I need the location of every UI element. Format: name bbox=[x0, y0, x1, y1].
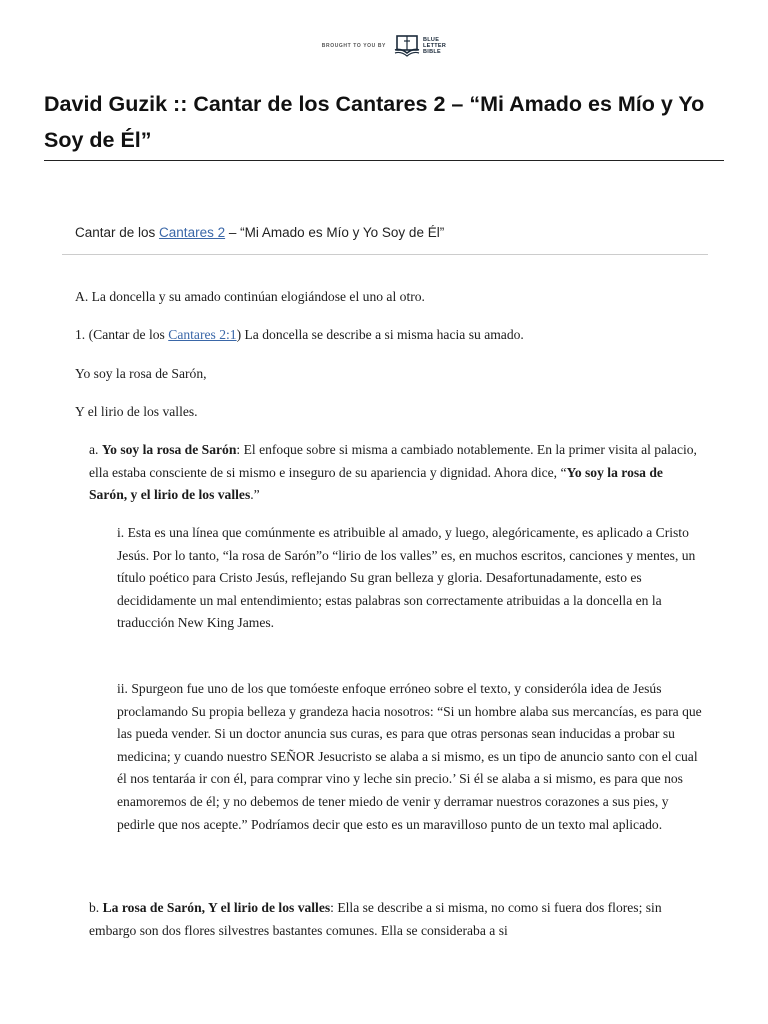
cantares-2-link[interactable]: Cantares 2 bbox=[159, 225, 226, 240]
paragraph-b bbox=[89, 897, 699, 942]
paragraph-a bbox=[89, 439, 699, 507]
paragraph-a-lead: a. bbox=[89, 442, 102, 457]
paragraph-b-bold: La rosa de Sarón, Y el lirio de los valles bbox=[102, 900, 331, 915]
page-title: David Guzik :: Cantar de los Cantares 2 – “Mi Amado es Mío y Yo Soy de Él” bbox=[44, 92, 705, 152]
cantares-2-1-link[interactable]: Cantares 2:1 bbox=[168, 327, 237, 342]
logo-word-3: BIBLE bbox=[422, 49, 441, 55]
open-book-icon bbox=[394, 34, 420, 58]
brand-banner bbox=[0, 34, 768, 58]
section-heading-a: A. La doncella y su amado continúan elogiándose el uno al otro. bbox=[75, 289, 425, 304]
verse-line-2: Y el lirio de los valles. bbox=[75, 404, 198, 419]
logo-word-1: BLUE bbox=[422, 37, 440, 43]
point-1-text: ) La doncella se describe a si misma hacia su amado. bbox=[236, 327, 524, 342]
title-divider bbox=[44, 160, 724, 161]
paragraph-i: i. Esta es una línea que comúnmente es atribuible al amado, y luego, alegóricamente, es aplicado a Cristo Jesús. Por lo tanto, “la rosa de Sarón”o “lirio de los valles” es, en muchos escritos, canciones y mentes, un título poético para Cristo Jesús, reflejando Su gran belleza y gloria. Desafortunadamente, esto es decididamente un mal entendimiento; estas palabras son correctamente atribuidas a la doncella en la traducción New King James. bbox=[117, 525, 696, 631]
subtitle-divider bbox=[62, 254, 708, 255]
subtitle-suffix: – “Mi Amado es Mío y Yo Soy de Él” bbox=[225, 225, 445, 240]
paragraph-ii: ii. Spurgeon fue uno de los que tomóeste enfoque erróneo sobre el texto, y consideróla idea de Jesús proclamando Su propia belleza y grandeza hacia nosotros: “Si un hombre alaba sus mercancías, es para que las pueda vender. Si un doctor anuncia sus curas, es para que otras personas sean inducidas a probar su medicina; y cuando nuestro SEÑOR Jesucristo se alaba a si mismo, es un tipo de anuncio santo con el cual él nos tentaráa ir con él, para comprar vino y leche sin precio.’ Si él se alaba a si mismo, es para que nos enamoremos de él; y no debemos de tener miedo de venir y derramar nuestros corazones a sus pies, y pedirle que nos acepte.” Podríamos decir que esto es un maravilloso punto de un texto mal aplicado. bbox=[117, 681, 702, 832]
paragraph-b-text: : Ella se describe a si misma, no como si fuera dos flores; sin embargo son dos flores silvestres bastantes comunes. Ella se consideraba a si bbox=[89, 900, 662, 938]
paragraph-a-text-1: : El enfoque sobre si misma a cambiado notablemente. En la primer visita al palacio, ella estaba consciente de si mismo e inseguro de su apariencia y dignidad. Ahora dice, “ bbox=[89, 442, 697, 480]
verse-line-1: Yo soy la rosa de Sarón, bbox=[75, 366, 207, 381]
point-1 bbox=[75, 324, 715, 347]
point-1-prefix: 1. (Cantar de los bbox=[75, 327, 169, 342]
logo-wordmark bbox=[423, 37, 446, 55]
paragraph-a-text-2: .” bbox=[250, 487, 260, 503]
blue-letter-bible-logo[interactable] bbox=[394, 34, 446, 58]
brand-tagline: BROUGHT TO YOU BY bbox=[321, 43, 386, 49]
paragraph-a-bold-1: Yo soy la rosa de Sarón bbox=[101, 442, 237, 457]
subtitle-prefix: Cantar de los bbox=[75, 225, 160, 240]
paragraph-b-lead: b. bbox=[89, 900, 103, 915]
chapter-subtitle bbox=[75, 225, 444, 240]
paragraph-a-bold-2: Yo soy la rosa de Sarón, y el lirio de los valles bbox=[89, 464, 663, 503]
logo-word-2: LETTER bbox=[422, 43, 447, 49]
